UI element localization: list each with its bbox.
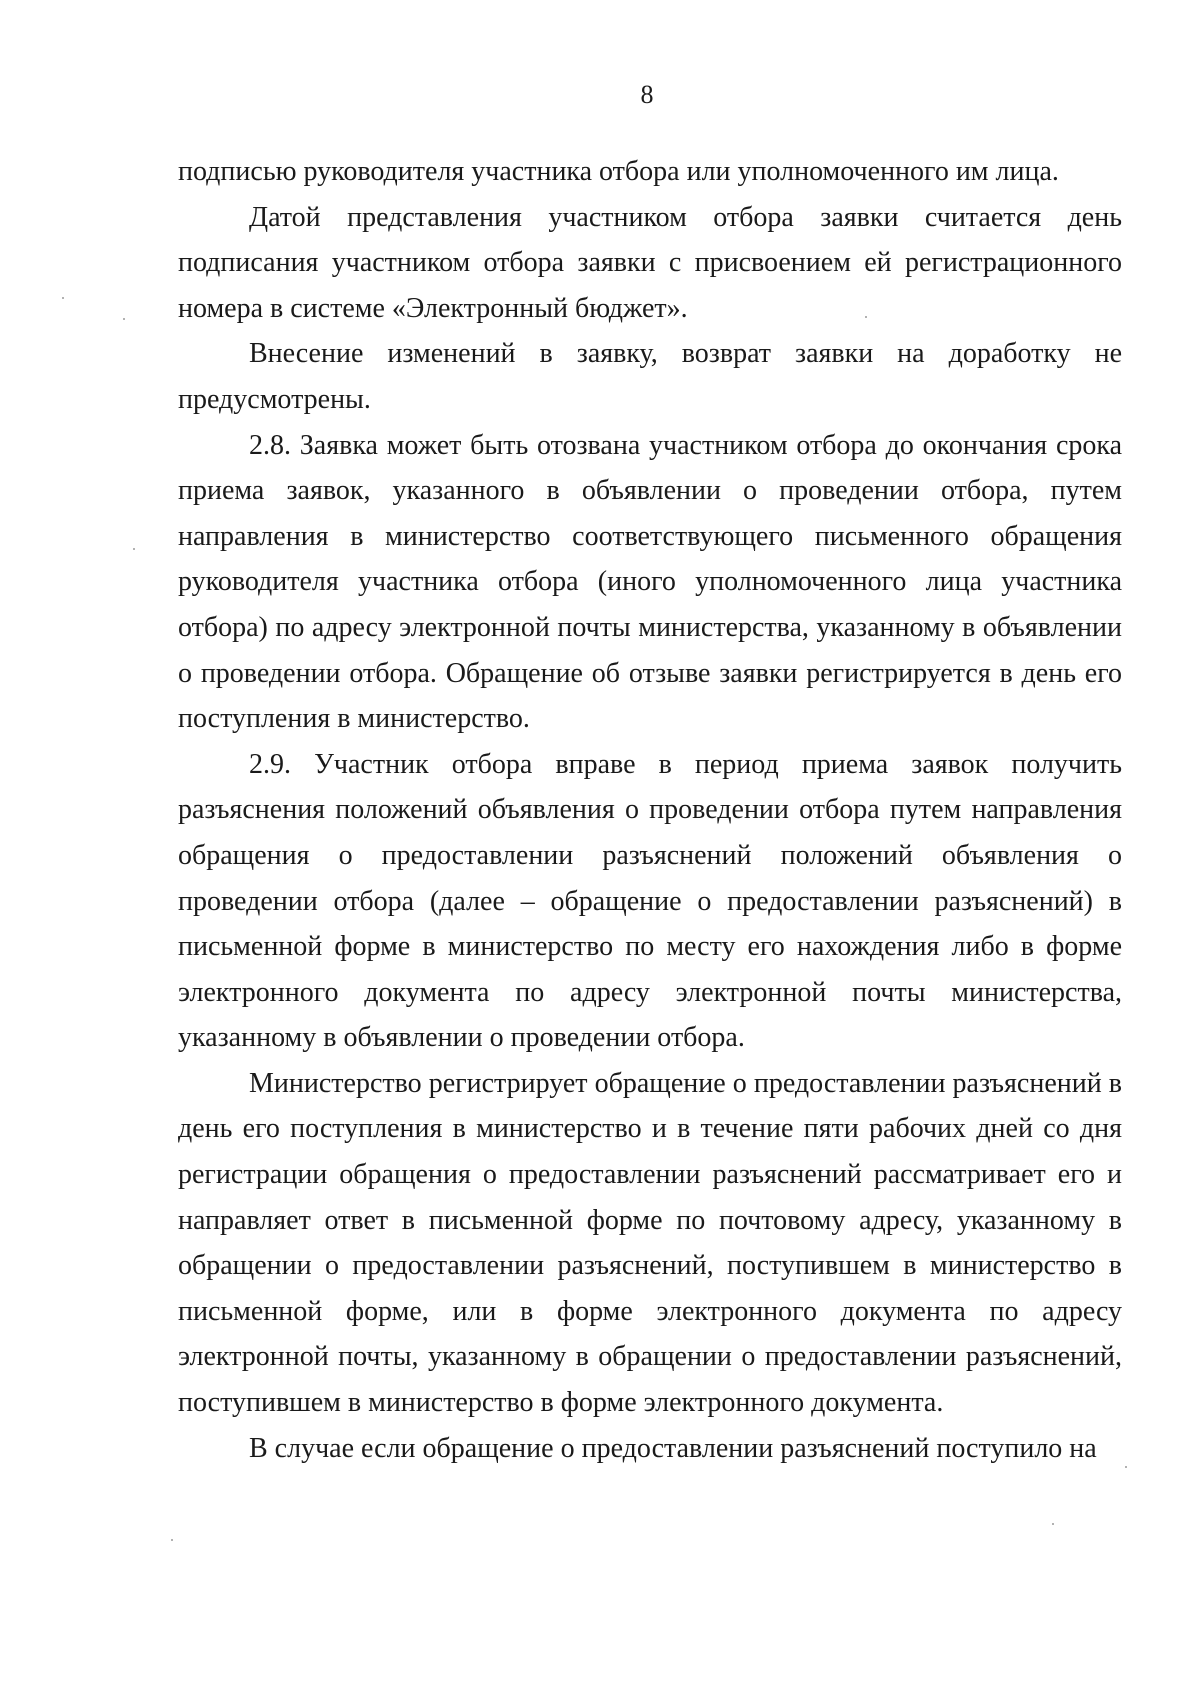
paragraph-no-changes: Внесение изменений в заявку, возврат заявки на доработку не предусмотрены. — [178, 338, 1122, 415]
scan-speck — [1052, 1523, 1054, 1525]
paragraph-2-9-clarification: 2.9. Участник отбора вправе в период приема заявок получить разъяснения положений объявления о проведении отбора путем направления обращения о предоставлении разъяснений положений объявления о проведении отбора (далее – обращение о предоставлении разъяснений) в письменной форме в министерство по месту его нахождения либо в форме электронного документа по адресу электронной почты министерства, указанному в объявлении о проведении отбора. — [178, 748, 1122, 1054]
scan-speck — [133, 548, 135, 550]
paragraph-ministry-response: Министерство регистрирует обращение о предоставлении разъяснений в день его поступления в министерство и в течение пяти рабочих дней со дня регистрации обращения о предоставлении разъяснений рассматривает его и направляет ответ в письменной форме по почтовому адресу, указанному в обращении о предоставлении разъяснений, поступившем в министерство в письменной форме, или в форме электронного документа по адресу электронной почты, указанному в обращении о предоставлении разъяснений, поступившем в министерство в форме электронного документа. — [178, 1067, 1122, 1419]
paragraph-2-8-withdrawal: 2.8. Заявка может быть отозвана участником отбора до окончания срока приема заявок, указанного в объявлении о проведении отбора, путем направления в министерство соответствующего письменного обращения руководителя участника отбора (иного уполномоченного лица участника отбора) по адресу электронной почты министерства, указанному в объявлении о проведении отбора. Обращение об отзыве заявки регистрируется в день его поступления в министерство. — [178, 429, 1122, 735]
document-body — [178, 149, 1122, 1471]
scan-speck — [1125, 1466, 1127, 1468]
paragraph-continuation: подписью руководителя участника отбора или уполномоченного им лица. — [178, 156, 1059, 187]
scan-speck — [123, 318, 125, 320]
scan-speck — [171, 1539, 173, 1541]
scan-speck — [62, 297, 64, 299]
page-number: 8 — [640, 80, 654, 109]
scan-speck — [865, 316, 867, 318]
paragraph-submission-date: Датой представления участником отбора заявки считается день подписания участником отбора заявки с присвоением ей регистрационного номера в системе «Электронный бюджет». — [178, 201, 1122, 324]
paragraph-case-if: В случае если обращение о предоставлении разъяснений поступило на — [249, 1432, 1097, 1464]
